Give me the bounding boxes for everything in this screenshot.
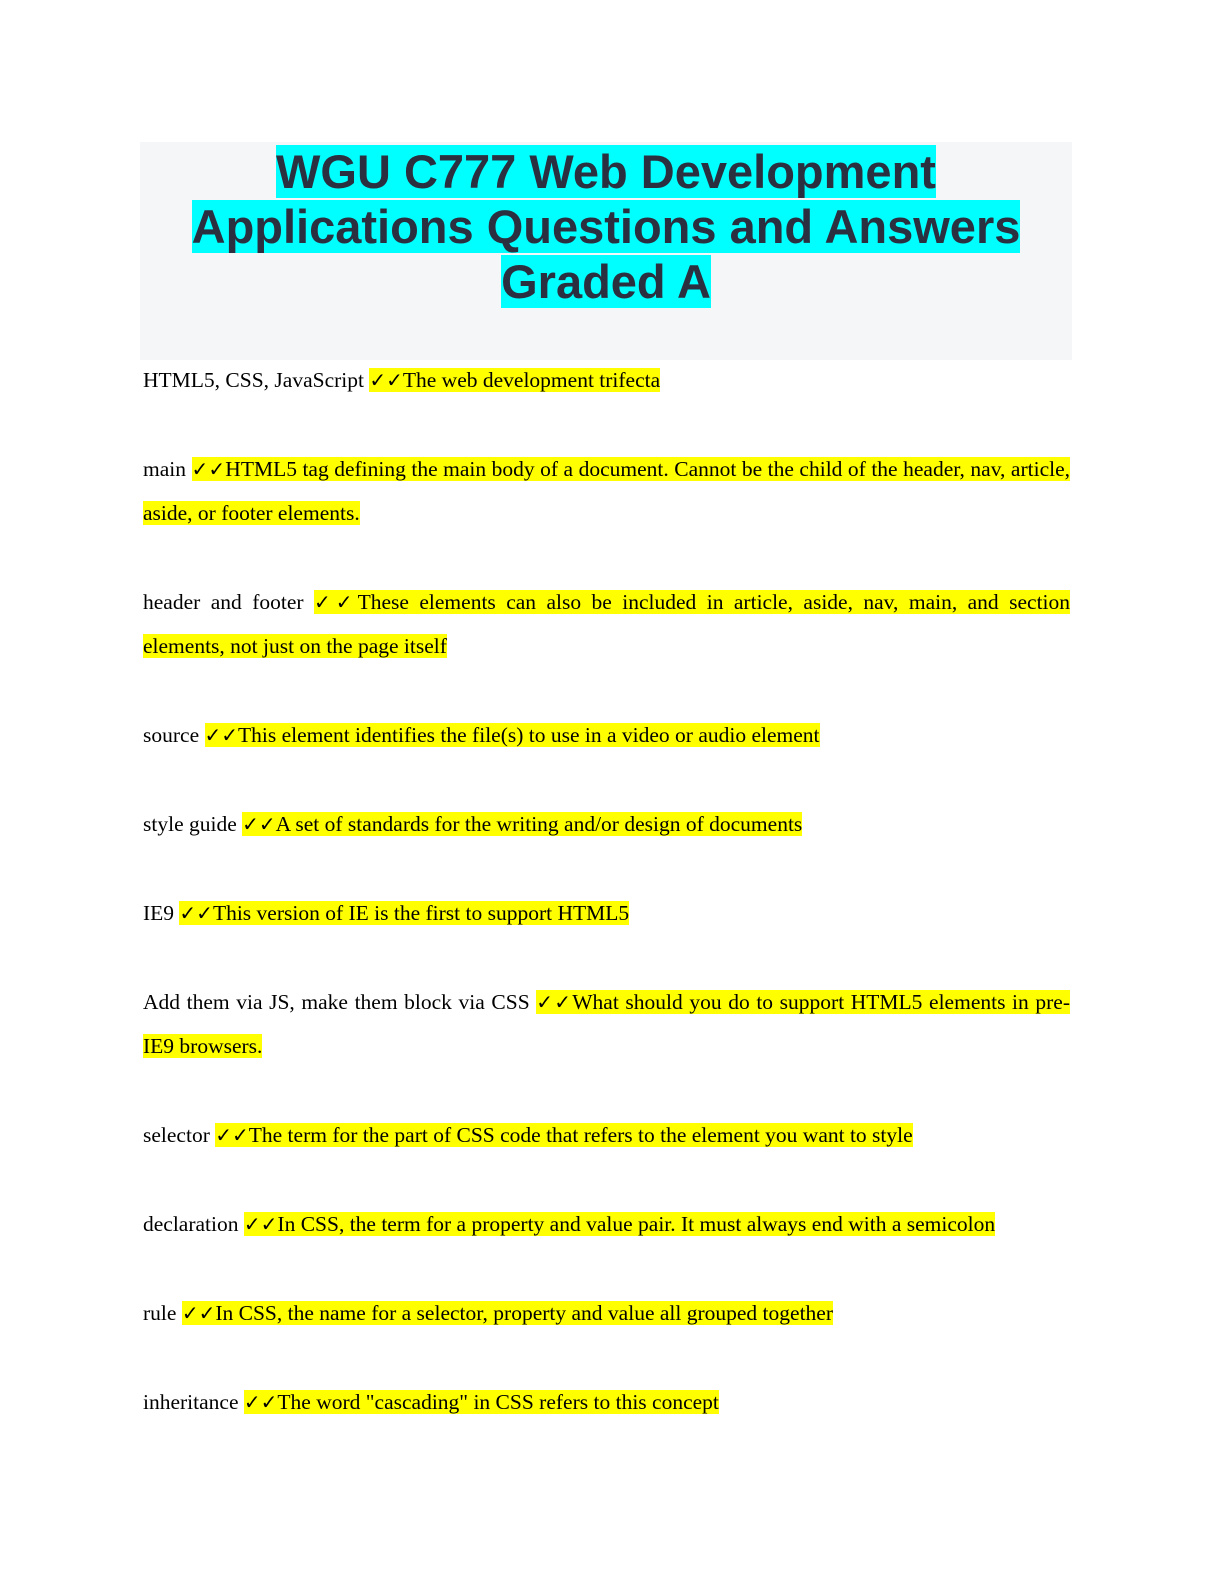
qa-answer-highlight xyxy=(244,1212,995,1236)
qa-item xyxy=(143,1202,1070,1246)
title-box xyxy=(140,142,1072,360)
qa-term: HTML5, CSS, JavaScript xyxy=(143,368,364,392)
qa-answer-highlight xyxy=(205,723,820,747)
qa-answer-highlight xyxy=(244,1390,719,1414)
qa-item xyxy=(143,980,1070,1068)
qa-item xyxy=(143,891,1070,935)
qa-list xyxy=(143,358,1070,1469)
double-check-icon: ✓✓ xyxy=(369,368,403,392)
double-check-icon: ✓✓ xyxy=(179,901,213,925)
qa-answer: In CSS, the term for a property and value pair. It must always end with a semicolon xyxy=(277,1212,996,1236)
qa-item xyxy=(143,447,1070,535)
qa-item xyxy=(143,713,1070,757)
qa-item xyxy=(143,802,1070,846)
double-check-icon: ✓✓ xyxy=(181,1301,216,1325)
page-title xyxy=(140,144,1072,309)
qa-answer: These elements can also be included in article, aside, nav, main, and section elements, not just on the page itself xyxy=(143,590,1071,658)
double-check-icon: ✓✓ xyxy=(313,590,358,614)
qa-answer: The term for the part of CSS code that refers to the element you want to style xyxy=(248,1123,913,1147)
qa-answer: In CSS, the name for a selector, property and value all grouped together xyxy=(215,1301,833,1325)
double-check-icon: ✓✓ xyxy=(242,812,276,836)
qa-answer-highlight xyxy=(182,1301,833,1325)
qa-item xyxy=(143,580,1070,668)
qa-item xyxy=(143,1291,1070,1335)
double-check-icon: ✓✓ xyxy=(191,457,226,481)
qa-term: style guide xyxy=(143,812,237,836)
qa-answer: HTML5 tag defining the main body of a document. Cannot be the child of the header, nav, article, aside, or footer elements. xyxy=(143,457,1071,525)
qa-term: declaration xyxy=(143,1212,239,1236)
title-line: Applications Questions and Answers xyxy=(191,200,1021,253)
qa-term: main xyxy=(143,457,186,481)
qa-answer-highlight xyxy=(143,457,1070,525)
qa-answer: This element identifies the file(s) to use in a video or audio element xyxy=(238,723,820,747)
qa-term: inheritance xyxy=(143,1390,239,1414)
title-line: Graded A xyxy=(501,255,711,308)
qa-answer-highlight xyxy=(215,1123,912,1147)
qa-answer: This version of IE is the first to support HTML5 xyxy=(212,901,630,925)
double-check-icon: ✓✓ xyxy=(243,1212,278,1236)
double-check-icon: ✓✓ xyxy=(536,990,573,1014)
qa-item xyxy=(143,358,1070,402)
qa-term: IE9 xyxy=(143,901,175,925)
title-line: WGU C777 Web Development xyxy=(276,145,936,198)
qa-term: selector xyxy=(143,1123,210,1147)
qa-answer: The word "cascading" in CSS refers to this concept xyxy=(277,1390,719,1414)
qa-term: source xyxy=(143,723,200,747)
qa-answer: A set of standards for the writing and/or design of documents xyxy=(275,812,803,836)
qa-item xyxy=(143,1380,1070,1424)
qa-answer: The web development trifecta xyxy=(402,368,661,392)
double-check-icon: ✓✓ xyxy=(215,1123,249,1147)
double-check-icon: ✓✓ xyxy=(204,723,239,747)
qa-term: Add them via JS, make them block via CSS xyxy=(143,990,530,1014)
qa-answer: What should you do to support HTML5 elements in pre-IE9 browsers. xyxy=(143,990,1070,1058)
qa-term: rule xyxy=(143,1301,177,1325)
qa-answer-highlight xyxy=(369,368,660,392)
qa-answer-highlight xyxy=(242,812,802,836)
qa-term: header and footer xyxy=(143,590,304,614)
double-check-icon: ✓✓ xyxy=(243,1390,278,1414)
qa-item xyxy=(143,1113,1070,1157)
qa-answer-highlight xyxy=(179,901,629,925)
